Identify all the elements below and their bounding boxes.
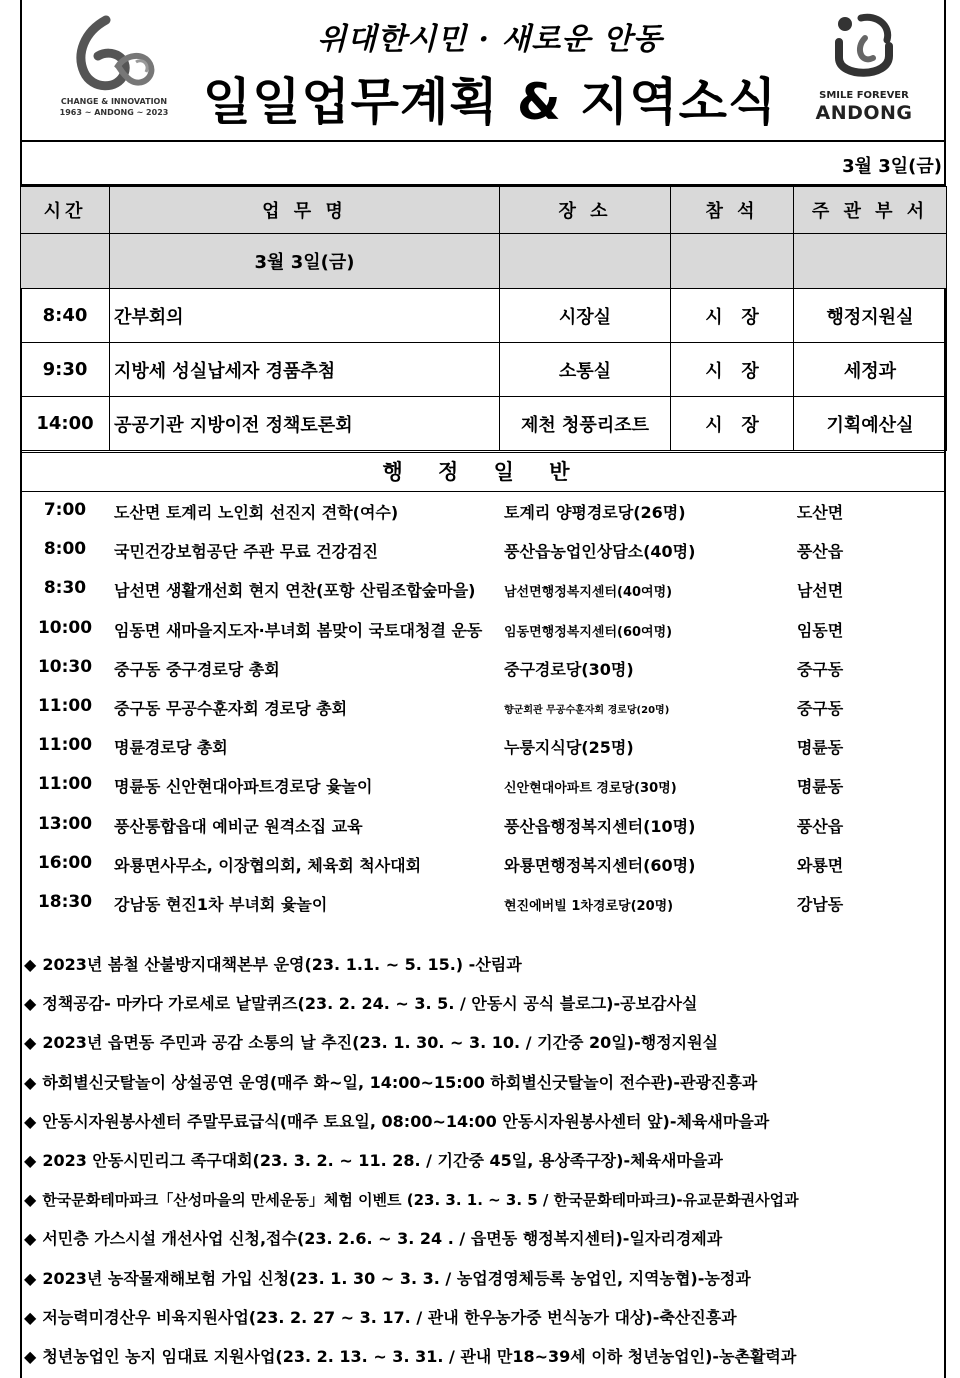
item-task: 강남동 현진1차 부녀회 윷놀이: [114, 894, 328, 914]
notice-text: 한국문화테마파크「산성마을의 만세운동」체험 이벤트 (23. 3. 1. ~ 3. 5 / 한국문화테마파크)-유교문화권사업과: [42, 1191, 799, 1210]
notice-text: 2023년 봄철 산불방지대책본부 운영(23. 1.1. ~ 5. 15.) -산림과: [42, 955, 522, 974]
admin-list: [20, 492, 946, 923]
table-row: [21, 397, 947, 451]
list-item: [20, 649, 946, 688]
subheader-blank-2: [500, 234, 671, 289]
subheader-blank-4: [794, 234, 947, 289]
item-dept: 강남동: [796, 894, 844, 914]
list-item: [20, 531, 946, 570]
col-header-attendee: 참 석: [671, 187, 794, 234]
list-item: [20, 806, 946, 845]
notice-text: 2023년 농작물재해보험 가입 신청(23. 1. 30 ~ 3. 3. / 농업경영체등록 농업인, 지역농협)-농정과: [42, 1268, 751, 1288]
diamond-bullet-icon: ◆: [24, 1346, 37, 1366]
notice-item: [24, 1065, 944, 1104]
row-attendee: 시 장: [671, 397, 794, 451]
item-dept: 남선면: [796, 581, 844, 601]
list-item: [20, 610, 946, 649]
admin-section-title: 행 정 일 반: [20, 452, 946, 492]
notice-list: [24, 947, 944, 1378]
item-time: 10:00: [37, 617, 93, 638]
notice-text: 2023 안동시민리그 족구대회(23. 3. 2. ~ 11. 28. / 기간중 45일, 용상족구장)-체육새마을과: [42, 1150, 723, 1170]
sixty-logo-icon: [66, 14, 162, 96]
schedule-table: [20, 186, 947, 451]
item-dept: 명륜동: [796, 738, 844, 758]
row-time: 9:30: [21, 343, 110, 397]
row-task: 간부회의: [110, 289, 500, 343]
notice-item: [24, 1339, 944, 1378]
col-header-task: 업 무 명: [110, 187, 500, 234]
anniversary-logo: [54, 14, 174, 124]
item-task: 중구동 무공수훈자회 경로당 총회: [114, 698, 348, 718]
item-place: 신안현대아파트 경로당(30명): [504, 781, 677, 797]
notice-item: [24, 986, 944, 1025]
item-task: 도산면 토계리 노인회 선진지 견학(여수): [114, 503, 399, 522]
notice-item: [24, 1182, 944, 1221]
notice-text: 2023년 읍면동 주민과 공감 소통의 날 추진(23. 1. 30. ~ 3. 10. / 기간중 20일)-행정지원실: [42, 1033, 719, 1053]
notice-item: [24, 1261, 944, 1300]
row-attendee: 시 장: [671, 289, 794, 343]
notice-text: 서민층 가스시설 개선사업 신청,접수(23. 2.6. ~ 3. 24 . / 읍면동 행정복지센터)-일자리경제과: [42, 1229, 723, 1249]
notice-item: [24, 1104, 944, 1143]
logo-caption-1: CHANGE & INNOVATION: [60, 97, 168, 106]
diamond-bullet-icon: ◆: [24, 1033, 37, 1053]
row-attendee: 시 장: [671, 343, 794, 397]
document-date: 3월 3일(금): [842, 156, 942, 177]
andong-logo: [806, 12, 922, 132]
item-place: 토계리 양평경로당(26명): [504, 503, 686, 522]
diamond-bullet-icon: ◆: [24, 955, 37, 974]
notice-text: 저능력미경산우 비육지원사업(23. 2. 27 ~ 3. 17. / 관내 한우농가중 번식농가 대상)-축산진흥과: [42, 1307, 737, 1327]
row-place: 소통실: [500, 343, 671, 397]
item-time: 8:00: [43, 539, 87, 560]
item-dept: 임동면: [796, 620, 844, 640]
item-dept: 도산면: [796, 503, 844, 522]
item-dept: 명륜동: [796, 777, 844, 797]
slogan: 위대한시민 · 새로운 안동: [317, 22, 663, 57]
subheader-blank-3: [671, 234, 794, 289]
smile-logo-icon: [825, 12, 903, 86]
col-header-place: 장 소: [500, 187, 671, 234]
item-task: 명륜경로당 총회: [114, 738, 228, 758]
item-time: 18:30: [37, 891, 93, 912]
item-place: 풍산읍농업인상담소(40명): [504, 542, 696, 562]
item-place: 풍산읍행정복지센터(10명): [504, 816, 696, 836]
item-time: 11:00: [37, 735, 93, 756]
diamond-bullet-icon: ◆: [24, 1072, 37, 1092]
item-place: 임동면행정복지센터(60여명): [504, 624, 673, 640]
table-row: [21, 289, 947, 343]
diamond-bullet-icon: ◆: [24, 1268, 37, 1288]
row-task: 지방세 성실납세자 경품추첨: [110, 343, 500, 397]
diamond-bullet-icon: ◆: [24, 1190, 37, 1210]
notice-text: 하회별신굿탈놀이 상설공연 운영(매주 화~일, 14:00~15:00 하회별신굿탈놀이 전수관)-관광진흥과: [42, 1072, 758, 1092]
row-dept: 세정과: [794, 343, 947, 397]
item-dept: 풍산읍: [796, 816, 844, 836]
page-title: 일일업무계획 & 지역소식: [202, 73, 778, 131]
diamond-bullet-icon: ◆: [24, 1150, 37, 1170]
logo-caption-smile: SMILE FOREVER: [819, 90, 909, 101]
row-task: 공공기관 지방이전 정책토론회: [110, 397, 500, 451]
notice-item: [24, 1221, 944, 1260]
item-task: 명륜동 신안현대아파트경로당 윷놀이: [114, 777, 373, 797]
list-item: [20, 766, 946, 805]
list-item: [20, 492, 946, 531]
row-place: 제천 청풍리조트: [500, 397, 671, 451]
diamond-bullet-icon: ◆: [24, 1307, 37, 1327]
list-item: [20, 845, 946, 884]
list-item: [20, 884, 946, 923]
date-bar: [20, 142, 946, 186]
diamond-bullet-icon: ◆: [24, 994, 37, 1014]
list-item: [20, 727, 946, 766]
item-place: 향군회관 무공수훈자회 경로당(20명): [504, 704, 670, 716]
item-dept: 와룡면: [796, 855, 844, 875]
table-row: [21, 343, 947, 397]
item-time: 7:00: [43, 500, 87, 520]
item-place: 중구경로당(30명): [504, 659, 634, 679]
item-time: 11:00: [37, 774, 93, 795]
item-task: 중구동 중구경로당 총회: [114, 659, 280, 679]
row-dept: 기획예산실: [794, 397, 947, 451]
item-dept: 중구동: [796, 698, 844, 718]
item-place: 와룡면행정복지센터(60명): [504, 855, 696, 875]
col-header-dept: 주 관 부 서: [794, 187, 947, 234]
item-task: 풍산통합읍대 예비군 원격소집 교육: [114, 816, 363, 836]
table-header-row: [21, 187, 947, 234]
item-task: 와룡면사무소, 이장협의회, 체육회 척사대회: [114, 855, 422, 875]
item-place: 누룽지식당(25명): [504, 738, 634, 758]
table-subheader-row: [21, 234, 947, 289]
list-item: [20, 688, 946, 727]
item-task: 남선면 생활개선회 현지 연찬(포항 산림조합숲마을): [114, 581, 476, 601]
item-time: 16:00: [37, 852, 93, 873]
row-place: 시장실: [500, 289, 671, 343]
item-time: 13:00: [37, 813, 93, 834]
item-dept: 중구동: [796, 659, 844, 679]
list-item: [20, 570, 946, 609]
logo-caption-andong: ANDONG: [815, 102, 913, 124]
logo-caption-2: 1963 ~ ANDONG ~ 2023: [59, 108, 169, 117]
item-time: 8:30: [43, 578, 87, 599]
item-place: 남선면행정복지센터(40여명): [504, 585, 673, 601]
row-time: 8:40: [21, 289, 110, 343]
notice-text: 안동시자원봉사센터 주말무료급식(매주 토요일, 08:00~14:00 안동시자원봉사센터 앞)-체육새마을과: [42, 1111, 770, 1131]
diamond-bullet-icon: ◆: [24, 1111, 37, 1131]
subheader-date: 3월 3일(금): [110, 234, 500, 289]
subheader-blank-1: [21, 234, 110, 289]
col-header-time: 시간: [21, 187, 110, 234]
item-time: 10:30: [37, 656, 93, 677]
diamond-bullet-icon: ◆: [24, 1229, 37, 1249]
notice-item: [24, 947, 944, 986]
notice-item: [24, 1300, 944, 1339]
notice-item: [24, 1143, 944, 1182]
notice-text: 정책공감- 마카다 가로세로 낱말퀴즈(23. 2. 24. ~ 3. 5. / 안동시 공식 블로그)-공보감사실: [42, 994, 698, 1014]
item-task: 임동면 새마을지도자·부녀회 봄맞이 국토대청결 운동: [114, 620, 483, 640]
header: [20, 0, 946, 142]
item-dept: 풍산읍: [796, 542, 844, 562]
item-time: 11:00: [37, 695, 93, 716]
row-dept: 행정지원실: [794, 289, 947, 343]
notice-item: [24, 1025, 944, 1064]
item-place: 현진에버빌 1차경로당(20명): [504, 898, 674, 914]
item-task: 국민건강보험공단 주관 무료 건강검진: [114, 542, 379, 562]
row-time: 14:00: [21, 397, 110, 451]
notice-text: 청년농업인 농지 임대료 지원사업(23. 2. 13. ~ 3. 31. / 관내 만18~39세 이하 청년농업인)-농촌활력과: [42, 1346, 797, 1366]
